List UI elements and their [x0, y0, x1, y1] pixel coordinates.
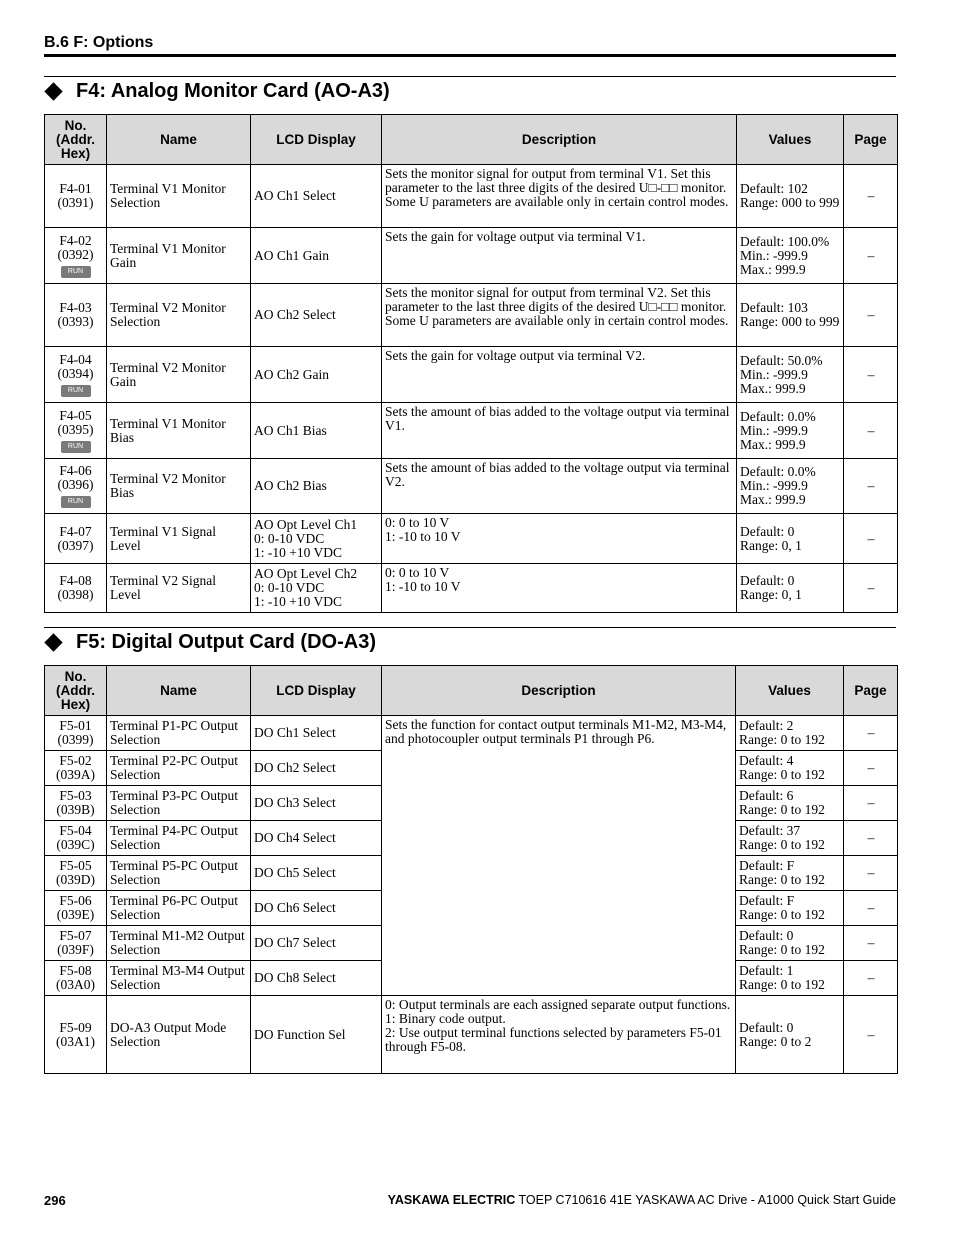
- values: [736, 891, 844, 926]
- page-ref: –: [844, 459, 898, 514]
- value-line: Range: 000 to 999: [740, 195, 840, 210]
- values: [736, 751, 844, 786]
- diamond-bullet-icon: [44, 82, 62, 100]
- value-line: Max.: 999.9: [740, 492, 806, 507]
- values: [737, 165, 844, 228]
- col-header-no: [45, 115, 107, 165]
- lcd-display: DO Function Sel: [251, 996, 382, 1074]
- description: Sets the monitor signal for output from terminal V2. Set this parameter to the last three digits of the desired U□-□□ monitor. Some U parameters are available only in certain control modes.: [382, 284, 737, 347]
- param-name: Terminal V2 Monitor Bias: [107, 459, 251, 514]
- values: [736, 926, 844, 961]
- value-line: Range: 0, 1: [740, 587, 802, 602]
- param-address: (03A1): [56, 1033, 95, 1049]
- value-line: Range: 0, 1: [740, 537, 802, 553]
- param-name: Terminal P2-PC Output Selection: [107, 751, 251, 786]
- lcd-display: DO Ch4 Select: [251, 821, 382, 856]
- value-line: Default: 4: [739, 753, 794, 768]
- description-line: 0: Output terminals are each assigned separate output functions.: [385, 997, 731, 1012]
- param-number-cell: [45, 459, 107, 514]
- shared-description: Sets the function for contact output terminals M1-M2, M3-M4, and photocoupler output terminals P1 through P6.: [382, 716, 736, 996]
- values: [736, 786, 844, 821]
- lcd-display: DO Ch7 Select: [251, 926, 382, 961]
- param-name: Terminal V1 Monitor Selection: [107, 165, 251, 228]
- value-line: Default: 50.0%: [740, 352, 823, 368]
- param-number: F4-07: [59, 523, 92, 539]
- table-row: [45, 403, 898, 459]
- footer-brand: YASKAWA ELECTRIC: [387, 1193, 516, 1207]
- param-number-cell: [45, 284, 107, 347]
- value-line: Range: 0 to 192: [739, 802, 825, 817]
- value-line: Max.: 999.9: [740, 261, 806, 277]
- description: Sets the gain for voltage output via terminal V2.: [382, 347, 737, 403]
- value-line: Default: 0.0%: [740, 408, 816, 424]
- value-line: Max.: 999.9: [740, 436, 806, 452]
- description-line: 0: 0 to 10 V: [385, 515, 450, 530]
- param-number: F4-06: [59, 463, 92, 478]
- value-line: Min.: -999.9: [740, 366, 808, 382]
- lcd-line: AO Opt Level Ch1: [254, 516, 358, 532]
- param-number-cell: [45, 564, 107, 613]
- param-number: F4-01: [59, 181, 92, 196]
- table-row: [45, 165, 898, 228]
- value-line: Range: 0 to 192: [739, 942, 825, 957]
- param-number-cell: [45, 996, 107, 1074]
- value-line: Range: 0 to 192: [739, 872, 825, 887]
- values: [736, 961, 844, 996]
- run-icon: RUN: [61, 441, 91, 453]
- value-line: Range: 0 to 192: [739, 767, 825, 782]
- f5-heading: [44, 631, 376, 654]
- col-header-line: (Addr.: [56, 682, 95, 698]
- param-name: Terminal P3-PC Output Selection: [107, 786, 251, 821]
- value-line: Default: 0: [740, 573, 795, 588]
- lcd-display: AO Ch1 Bias: [251, 403, 382, 459]
- f4-heading: [44, 80, 390, 103]
- param-address: (039D): [56, 872, 95, 887]
- lcd-display: AO Ch1 Gain: [251, 228, 382, 284]
- param-number-cell: [45, 891, 107, 926]
- description-line: 1: Binary code output.: [385, 1011, 506, 1026]
- col-header-line: Hex): [60, 145, 91, 161]
- param-address: (039E): [56, 907, 95, 922]
- lcd-line: 1: -10 +10 VDC: [254, 594, 342, 609]
- param-address: (0393): [57, 314, 94, 329]
- page-ref: –: [844, 926, 898, 961]
- lcd-display: DO Ch1 Select: [251, 716, 382, 751]
- diamond-bullet-icon: [44, 633, 62, 651]
- lcd-display: DO Ch5 Select: [251, 856, 382, 891]
- value-line: Default: 0: [739, 928, 794, 943]
- values: [737, 403, 844, 459]
- param-address: (03A0): [56, 977, 95, 992]
- col-header-lcd: LCD Display: [251, 115, 382, 165]
- page-number: 296: [44, 1193, 66, 1208]
- col-header-no: [45, 666, 107, 716]
- f5-header-row: [45, 666, 898, 716]
- param-number: F4-08: [59, 573, 92, 588]
- value-line: Default: 6: [739, 788, 794, 803]
- values: [736, 716, 844, 751]
- value-line: Default: F: [739, 858, 795, 873]
- param-number-cell: [45, 514, 107, 564]
- param-address: (0395): [57, 421, 94, 437]
- f4-top-rule: [44, 76, 896, 77]
- param-number: F4-04: [59, 351, 92, 367]
- table-row: [45, 228, 898, 284]
- values: [736, 996, 844, 1074]
- col-header-lcd: LCD Display: [251, 666, 382, 716]
- col-header-line: (Addr.: [56, 131, 95, 147]
- lcd-display: AO Ch2 Gain: [251, 347, 382, 403]
- param-name: Terminal V2 Signal Level: [107, 564, 251, 613]
- col-header-line: Hex): [60, 696, 91, 712]
- param-number: F5-01: [59, 718, 92, 733]
- param-address: (0394): [57, 365, 94, 381]
- param-address: (039F): [57, 942, 94, 957]
- value-line: Default: F: [739, 893, 795, 908]
- value-line: Range: 0 to 192: [739, 907, 825, 922]
- run-icon: RUN: [61, 385, 91, 397]
- lcd-line: 1: -10 +10 VDC: [254, 544, 342, 560]
- col-header-line: No.: [64, 117, 87, 133]
- values: [737, 284, 844, 347]
- value-line: Min.: -999.9: [740, 247, 808, 263]
- param-name: Terminal V2 Monitor Selection: [107, 284, 251, 347]
- value-line: Default: 0.0%: [740, 464, 816, 479]
- page-ref: –: [844, 347, 898, 403]
- value-line: Range: 0 to 192: [739, 732, 825, 747]
- param-number: F4-03: [59, 300, 92, 315]
- description: [382, 514, 737, 564]
- table-row: [45, 564, 898, 613]
- section-header: B.6 F: Options: [44, 34, 154, 51]
- lcd-display: AO Ch2 Bias: [251, 459, 382, 514]
- col-header-values: Values: [736, 666, 844, 716]
- table-row: [45, 347, 898, 403]
- value-line: Default: 2: [739, 718, 794, 733]
- param-number-cell: [45, 786, 107, 821]
- param-name: Terminal V1 Monitor Bias: [107, 403, 251, 459]
- page-ref: –: [844, 891, 898, 926]
- col-header-description: Description: [382, 115, 737, 165]
- param-number: F5-09: [59, 1019, 92, 1035]
- param-address: (0399): [57, 732, 94, 747]
- param-address: (039B): [56, 802, 95, 817]
- lcd-display: AO Ch1 Select: [251, 165, 382, 228]
- lcd-display: DO Ch8 Select: [251, 961, 382, 996]
- param-name: Terminal M3-M4 Output Selection: [107, 961, 251, 996]
- run-icon: RUN: [61, 496, 91, 508]
- lcd-line: 0: 0-10 VDC: [254, 530, 325, 546]
- lcd-display: AO Ch2 Select: [251, 284, 382, 347]
- param-address: (0391): [57, 195, 94, 210]
- value-line: Range: 0 to 192: [739, 837, 825, 852]
- value-line: Default: 103: [740, 300, 808, 315]
- param-number: F5-07: [59, 928, 92, 943]
- lcd-display: DO Ch6 Select: [251, 891, 382, 926]
- description: [382, 564, 737, 613]
- f4-header-row: [45, 115, 898, 165]
- page-ref: –: [844, 284, 898, 347]
- page-ref: –: [844, 165, 898, 228]
- values: [737, 347, 844, 403]
- table-row: [45, 716, 898, 751]
- param-number-cell: [45, 403, 107, 459]
- param-number-cell: [45, 228, 107, 284]
- run-icon: RUN: [61, 266, 91, 278]
- param-name: Terminal P6-PC Output Selection: [107, 891, 251, 926]
- col-header-page: Page: [844, 666, 898, 716]
- values: [736, 821, 844, 856]
- lcd-line: 0: 0-10 VDC: [254, 580, 325, 595]
- param-number-cell: [45, 716, 107, 751]
- page-ref: –: [844, 751, 898, 786]
- param-number-cell: [45, 821, 107, 856]
- page-ref: –: [844, 961, 898, 996]
- description: Sets the amount of bias added to the voltage output via terminal V2.: [382, 459, 737, 514]
- param-address: (039A): [56, 767, 95, 782]
- values: [737, 228, 844, 284]
- description: Sets the monitor signal for output from terminal V1. Set this parameter to the last three digits of the desired U□-□□ monitor. Some U parameters are available only in certain control modes.: [382, 165, 737, 228]
- col-header-description: Description: [382, 666, 736, 716]
- description-line: 1: -10 to 10 V: [385, 579, 461, 594]
- lcd-line: AO Opt Level Ch2: [254, 566, 358, 581]
- param-address: (0398): [57, 587, 94, 602]
- table-row: [45, 514, 898, 564]
- f5-top-rule: [44, 627, 896, 628]
- description: [382, 996, 736, 1074]
- param-address: (0392): [57, 246, 94, 262]
- param-number: F5-08: [59, 963, 92, 978]
- page-ref: –: [844, 821, 898, 856]
- description-line: 1: -10 to 10 V: [385, 529, 461, 544]
- param-name: Terminal P1-PC Output Selection: [107, 716, 251, 751]
- values: [737, 459, 844, 514]
- param-number-cell: [45, 165, 107, 228]
- value-line: Range: 0 to 2: [739, 1033, 812, 1049]
- lcd-display: DO Ch2 Select: [251, 751, 382, 786]
- footer-doc: TOEP C710616 41E YASKAWA AC Drive - A1000 Quick Start Guide: [515, 1193, 896, 1207]
- param-address: (0396): [57, 477, 94, 492]
- param-number-cell: [45, 856, 107, 891]
- param-number: F5-02: [59, 753, 92, 768]
- param-number: F5-05: [59, 858, 92, 873]
- value-line: Default: 37: [739, 823, 801, 838]
- f5-title: F5: Digital Output Card (DO-A3): [76, 631, 376, 653]
- value-line: Min.: -999.9: [740, 422, 808, 438]
- page-ref: –: [844, 786, 898, 821]
- page-ref: –: [844, 514, 898, 564]
- description-line: 2: Use output terminal functions selected by parameters F5-01 through F5-08.: [385, 1025, 722, 1054]
- value-line: Range: 0 to 192: [739, 977, 825, 992]
- param-name: Terminal P5-PC Output Selection: [107, 856, 251, 891]
- page-ref: –: [844, 403, 898, 459]
- col-header-line: No.: [64, 668, 87, 684]
- param-name: Terminal V1 Signal Level: [107, 514, 251, 564]
- value-line: Default: 1: [739, 963, 794, 978]
- param-name: Terminal V1 Monitor Gain: [107, 228, 251, 284]
- table-row: [45, 284, 898, 347]
- values: [736, 856, 844, 891]
- param-number-cell: [45, 347, 107, 403]
- table-row: [45, 996, 898, 1074]
- value-line: Default: 100.0%: [740, 233, 830, 249]
- col-header-page: Page: [844, 115, 898, 165]
- footer-guide-title: [388, 1193, 896, 1207]
- param-number: F5-04: [59, 823, 92, 838]
- param-number-cell: [45, 926, 107, 961]
- param-name: Terminal P4-PC Output Selection: [107, 821, 251, 856]
- lcd-display: [251, 564, 382, 613]
- lcd-display: [251, 514, 382, 564]
- f4-title: F4: Analog Monitor Card (AO-A3): [76, 80, 390, 102]
- param-number: F4-02: [59, 232, 92, 248]
- value-line: Default: 102: [740, 181, 808, 196]
- param-address: (039C): [56, 837, 95, 852]
- param-number: F5-03: [59, 788, 92, 803]
- page-ref: –: [844, 716, 898, 751]
- value-line: Default: 0: [739, 1019, 794, 1035]
- description-line: 0: 0 to 10 V: [385, 565, 450, 580]
- page-ref: –: [844, 564, 898, 613]
- values: [737, 564, 844, 613]
- param-number-cell: [45, 751, 107, 786]
- description: Sets the gain for voltage output via terminal V1.: [382, 228, 737, 284]
- page-ref: –: [844, 228, 898, 284]
- col-header-values: Values: [737, 115, 844, 165]
- page-ref: –: [844, 856, 898, 891]
- value-line: Min.: -999.9: [740, 478, 808, 493]
- values: [737, 514, 844, 564]
- param-name: Terminal M1-M2 Output Selection: [107, 926, 251, 961]
- col-header-name: Name: [107, 666, 251, 716]
- param-name: Terminal V2 Monitor Gain: [107, 347, 251, 403]
- value-line: Default: 0: [740, 523, 795, 539]
- param-address: (0397): [57, 537, 94, 553]
- value-line: Max.: 999.9: [740, 380, 806, 396]
- param-number: F5-06: [59, 893, 92, 908]
- param-number-cell: [45, 961, 107, 996]
- header-rule: [44, 54, 896, 57]
- lcd-display: DO Ch3 Select: [251, 786, 382, 821]
- page-ref: –: [844, 996, 898, 1074]
- f5-parameter-table: [44, 665, 898, 1074]
- description: Sets the amount of bias added to the voltage output via terminal V1.: [382, 403, 737, 459]
- table-row: [45, 459, 898, 514]
- param-number: F4-05: [59, 407, 92, 423]
- col-header-name: Name: [107, 115, 251, 165]
- value-line: Range: 000 to 999: [740, 314, 840, 329]
- f4-parameter-table: [44, 114, 898, 613]
- param-name: DO-A3 Output Mode Selection: [107, 996, 251, 1074]
